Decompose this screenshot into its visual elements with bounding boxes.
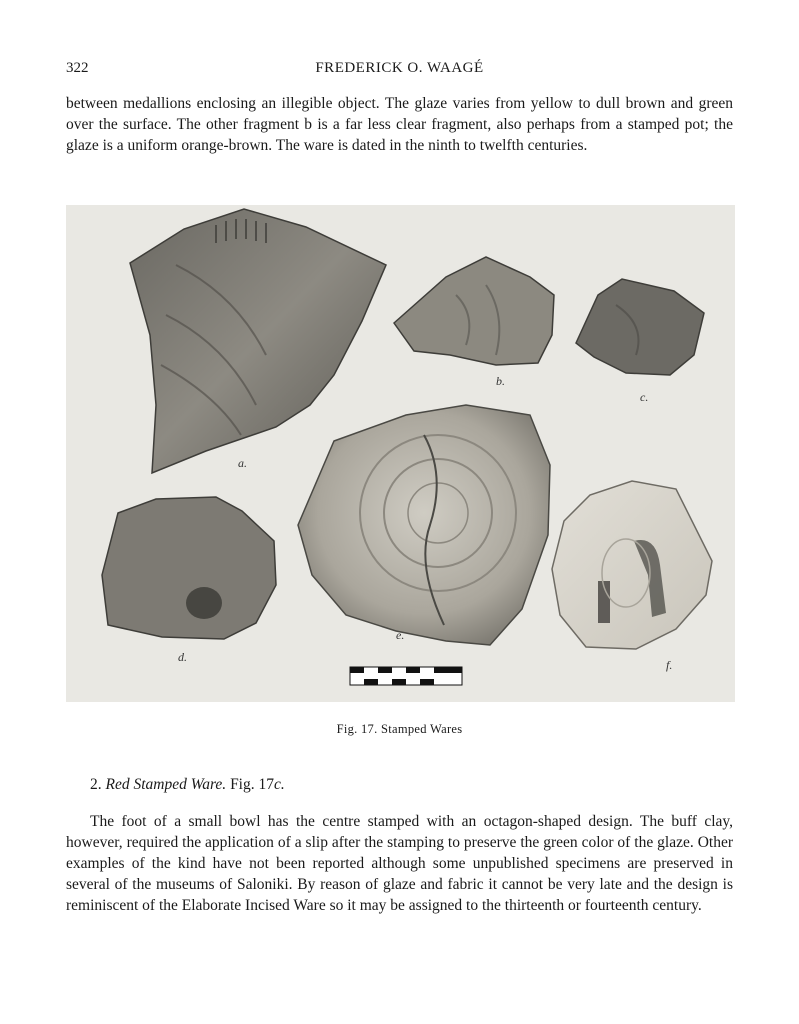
fragment-a bbox=[130, 209, 386, 473]
paragraph-bottom: The foot of a small bowl has the centre stamped with an octagon-shaped design. The buff clay, however, required the application of a slip after the stamping to preserve the green color of the glaze. Other examples of the kind have not been reported although some unpublished specimens are preserved in several of the museums of Saloniki. By reason of glaze and fabric it cannot be very late and the design is reminiscent of the Elaborate Incised Ware so it may be assigned to the thirteenth or fourteenth century. bbox=[66, 813, 733, 914]
fragment-f bbox=[552, 481, 712, 649]
label-f: f. bbox=[666, 658, 673, 672]
section-number: 2. bbox=[90, 776, 102, 793]
scale-bar bbox=[350, 667, 462, 685]
page-number: 322 bbox=[66, 60, 89, 76]
label-c: c. bbox=[640, 390, 649, 404]
stamped-wares-photograph bbox=[66, 205, 735, 702]
paragraph-top: between medallions enclosing an illegible object. The glaze varies from yellow to dull brown and green over the surface. The other fragment b is a far less clear fragment, also perhaps from a stamped pot; the glaze is a uniform orange-brown. The ware is dated in the ninth to twelfth centuries. bbox=[66, 95, 733, 154]
label-a: a. bbox=[238, 456, 247, 470]
fragment-e bbox=[298, 405, 550, 645]
running-head: FREDERICK O. WAAGÉ bbox=[315, 60, 484, 76]
section-title: Red Stamped Ware. bbox=[105, 776, 227, 793]
figure-reference: Fig. 17 bbox=[230, 776, 274, 793]
section-heading bbox=[90, 776, 285, 794]
figure-photo bbox=[66, 205, 735, 702]
fragment-c bbox=[576, 279, 704, 375]
label-b: b. bbox=[496, 374, 505, 388]
label-e: e. bbox=[396, 628, 405, 642]
figure-reference-letter: c. bbox=[274, 776, 285, 793]
figure-caption: Fig. 17. Stamped Wares bbox=[336, 722, 463, 736]
fragment-b bbox=[394, 257, 554, 365]
fragment-d bbox=[102, 497, 276, 639]
label-d: d. bbox=[178, 650, 187, 664]
page-header bbox=[66, 60, 733, 80]
